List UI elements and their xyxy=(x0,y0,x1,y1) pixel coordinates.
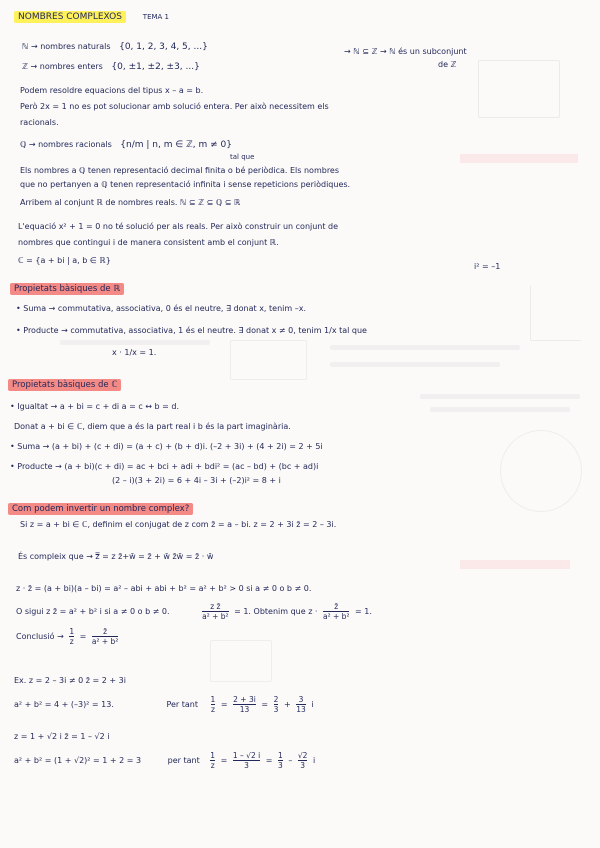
example-1-result: a² + b² = 4 + (–3)² = 13. Per tant $\frac{1}{z}$ = $\frac{2 + 3i}{13}$ = $\frac{2}{3}$ + $\frac{3}{13}$ i xyxy=(14,695,314,714)
section-heading-invert-label: Com podem invertir un nombre complex? xyxy=(8,503,193,515)
complex-product-example: (2 – i)(3 + 2i) = 6 + 4i – 3i + (–2)i² = 8 + i xyxy=(112,476,281,485)
complex-equality: • Igualtat → a + bi = c + di a = c ↔ b = d. xyxy=(10,402,180,411)
section-heading-invert xyxy=(8,504,193,514)
fraction-denominator: z xyxy=(69,637,74,646)
conclusion-label: Conclusió → xyxy=(16,632,64,641)
fraction-denominator: z xyxy=(210,705,215,714)
fraction-numerator: 1 xyxy=(210,695,216,704)
example-1-line: Ex. z = 2 – 3i ≠ 0 z̄ = 2 + 3i xyxy=(14,676,126,685)
fraction-zzbar-over-modulus xyxy=(202,602,228,621)
section-heading-complex-properties xyxy=(8,380,121,390)
fraction-one-over-z xyxy=(210,751,215,770)
paragraph-2: Però 2x = 1 no es pot solucionar amb solució entera. Per això necessitem els xyxy=(20,102,329,111)
fraction-denominator: 13 xyxy=(296,705,306,714)
fraction-denominator: a² + b² xyxy=(202,612,229,621)
fraction-numerator: 2 + 3i xyxy=(233,695,256,704)
fraction-example-2 xyxy=(233,751,260,770)
fraction-example-1-real xyxy=(274,695,279,714)
example-1-modulus: a² + b² = 4 + (–3)² = 13. xyxy=(14,700,114,709)
integers-label: ℤ → nombres enters xyxy=(22,62,103,71)
integers-line xyxy=(22,62,200,72)
conjugate-definition: Si z = a + bi ∈ ℂ, definim el conjugat de z com z̄ = a – bi. z = 2 + 3i z̄ = 2 – 3i. xyxy=(20,520,337,529)
fraction-one-over-z xyxy=(211,695,216,714)
naturals-label: ℕ → nombres naturals xyxy=(22,42,111,51)
example-2-modulus: a² + b² = (1 + √2)² = 1 + 2 = 3 xyxy=(14,756,142,765)
fraction-numerator: z z̄ xyxy=(202,602,228,612)
integers-set: {0, ±1, ±2, ±3, ...} xyxy=(111,62,200,72)
rationals-note: tal que xyxy=(230,153,255,161)
fraction-zbar-over-modulus xyxy=(323,602,349,621)
section-heading-real-properties xyxy=(10,284,124,294)
conjugate-properties: És compleix que → z̿ = z z̄+w̄ = z̄ + w̄ z̄w̄ = z̄ · w̄ xyxy=(18,552,214,561)
fraction-numerator: 2 xyxy=(273,695,279,704)
fraction-numerator: 1 – √2 i xyxy=(232,751,261,760)
fraction-numerator: 3 xyxy=(296,695,306,705)
fraction-denominator: z xyxy=(210,761,215,770)
fraction-numerator: √2 xyxy=(297,751,308,760)
section-heading-complex-label: Propietats bàsiques de ℂ xyxy=(8,379,121,391)
modulus-text-2: = 1. Obtenim que z · xyxy=(234,607,318,616)
real-inverse-identity: x · 1/x = 1. xyxy=(112,348,157,357)
fraction-example-1-imag xyxy=(296,695,306,714)
conclusion-line: Conclusió → $\frac{1}{z}$ = $\frac{z̄}{\text{a² + b²}}$ xyxy=(16,627,119,646)
fraction-example-2-imag xyxy=(298,751,308,770)
fraction-numerator: z̄ xyxy=(92,627,118,637)
i-squared: i² = –1 xyxy=(474,262,501,271)
section-heading-real-label: Propietats bàsiques de ℝ xyxy=(10,283,124,295)
fraction-denominator: 3 xyxy=(273,705,279,714)
paragraph-3: racionals. xyxy=(20,118,59,127)
fraction-zbar-over-modulus-2 xyxy=(92,627,118,646)
fraction-example-1 xyxy=(233,695,256,714)
rationals-line xyxy=(20,140,232,150)
modulus-text: O sigui z z̄ = a² + b² i si a ≠ 0 o b ≠ 0. xyxy=(16,607,170,616)
fraction-numerator: 1 xyxy=(277,751,283,760)
complex-sum: • Suma → (a + bi) + (c + di) = (a + c) + (b + d)i. (–2 + 3i) + (4 + 2i) = 2 + 5i xyxy=(10,442,323,451)
fraction-numerator: 1 xyxy=(69,627,75,636)
fraction-denominator: 3 xyxy=(277,761,283,770)
real-sum-property: • Suma → commutativa, associativa, 0 és el neutre, ∃ donat x, tenim –x. xyxy=(16,304,306,313)
z-times-conjugate: z · z̄ = (a + bi)(a – bi) = a² – abi + abi + b² = a² + b² > 0 si a ≠ 0 o b ≠ 0. xyxy=(16,584,312,593)
real-product-property: • Producte → commutativa, associativa, 1 és el neutre. ∃ donat x ≠ 0, tenim 1/x tal que xyxy=(16,326,367,335)
example-2-per-tant: per tant xyxy=(167,756,200,765)
complex-set-definition: ℂ = {a + bi | a, b ∈ ℝ} xyxy=(18,256,111,265)
topic-label: TEMA 1 xyxy=(142,13,170,21)
rationals-set: {n/m | n, m ∈ ℤ, m ≠ 0} xyxy=(120,140,232,150)
paragraph-1: Podem resoldre equacions del tipus x – a = b. xyxy=(20,86,204,95)
fraction-denominator: a² + b² xyxy=(323,612,350,621)
complex-real-imag-parts: Donat a + bi ∈ ℂ, diem que a és la part real i b és la part imaginària. xyxy=(14,422,291,431)
naturals-set: {0, 1, 2, 3, 4, 5, ...} xyxy=(119,42,208,52)
complex-product: • Producte → (a + bi)(c + di) = ac + bci + adi + bdi² = (ac – bd) + (bc + ad)i xyxy=(10,462,319,471)
header xyxy=(14,12,169,22)
fraction-one-over-z xyxy=(69,627,74,646)
example-2-line: z = 1 + √2 i z̄ = 1 – √2 i xyxy=(14,732,110,741)
example-1-per-tant: Per tant xyxy=(166,700,198,709)
fraction-denominator: 3 xyxy=(244,761,249,770)
example-2-result: a² + b² = (1 + √2)² = 1 + 2 = 3 per tant $\frac{1}{z}$ = $\frac{1 - √2 i}{3}$ = $\frac{1}{3}$ – $\frac{√2}{3}$ i xyxy=(14,751,316,770)
page-title: NOMBRES COMPLEXOS xyxy=(14,11,126,23)
modulus-line: O sigui z z̄ = a² + b² i si a ≠ 0 o b ≠ 0. $\frac{\text{z z̄}}{\text{a² + b²}}$ = 1. Obtenim que z · $\frac{z̄}{\text{a² + b²}}$ = 1. xyxy=(16,602,372,621)
fraction-numerator: z̄ xyxy=(323,602,349,612)
paragraph-4: Els nombres a ℚ tenen representació decimal finita o bé periòdica. Els nombres xyxy=(20,166,340,175)
paragraph-5: que no pertanyen a ℚ tenen representació infinita i sense repeticions periòdiques. xyxy=(20,180,351,189)
paragraph-7: L'equació x² + 1 = 0 no té solució per als reals. Per això construir un conjunt de xyxy=(18,222,339,231)
naturals-relation-2: de ℤ xyxy=(438,60,457,69)
naturals-relation: → ℕ ⊆ ℤ → ℕ és un subconjunt xyxy=(344,47,467,56)
fraction-denominator: a² + b² xyxy=(91,637,119,646)
rationals-label: ℚ → nombres racionals xyxy=(20,140,112,149)
fraction-denominator: 3 xyxy=(300,761,306,770)
paragraph-6: Arribem al conjunt ℝ de nombres reals. ℕ ⊆ ℤ ⊆ ℚ ⊆ ℝ xyxy=(20,198,241,207)
paragraph-8: nombres que contingui i de manera consistent amb el conjunt ℝ. xyxy=(18,238,279,247)
fraction-numerator: 1 xyxy=(210,751,216,760)
fraction-denominator: 13 xyxy=(239,705,250,714)
fraction-example-2-real xyxy=(278,751,283,770)
naturals-line xyxy=(22,42,208,52)
